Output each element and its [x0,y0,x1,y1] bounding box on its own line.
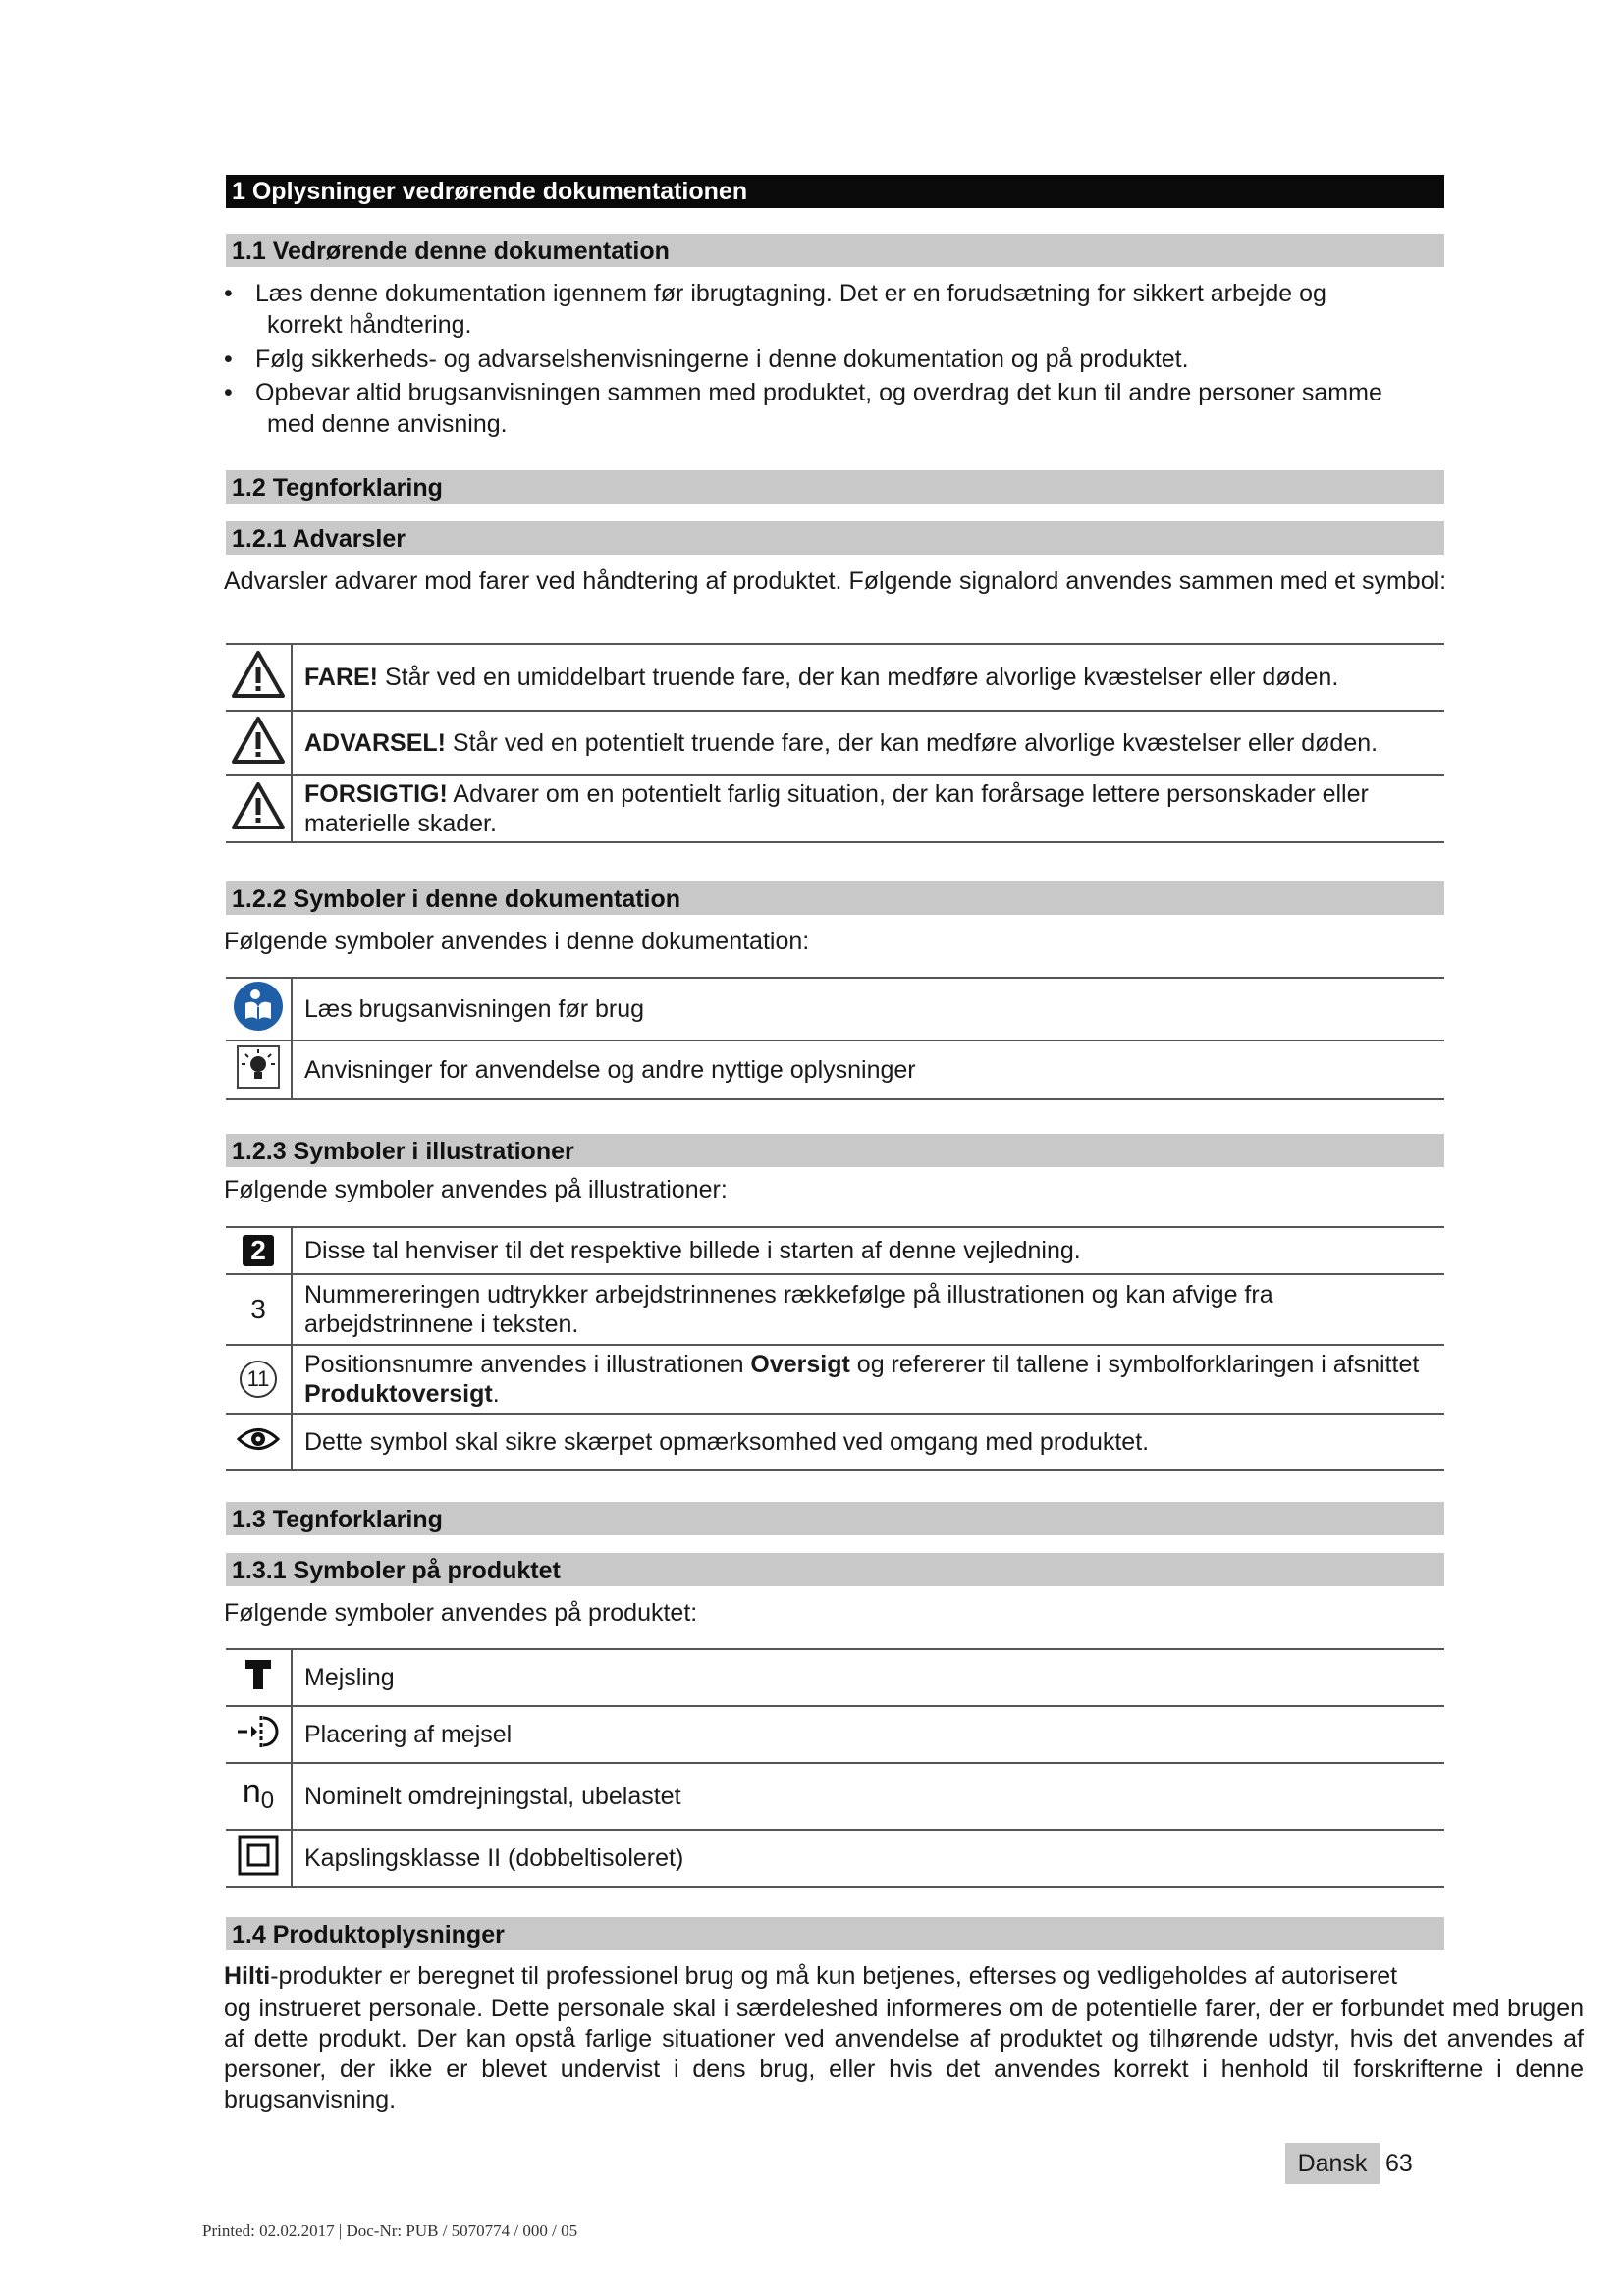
warning-triangle-icon [226,711,292,775]
warning-text: ADVARSEL! Står ved en potentielt truende fare, der kan medføre alvorlige kvæstelser eller døden. [292,711,1444,775]
symbol-description: Læs brugsanvisningen før brug [292,978,1444,1041]
bullet-item: • Følg sikkerheds- og advarselshenvisningerne i denne dokumentation og på produktet. [224,346,1189,373]
chisel-position-icon [226,1706,292,1763]
warnings-intro: Advarsler advarer mod farer ved håndtering af produktet. Følgende signalord anvendes sammen med et symbol: [224,567,1447,595]
table-row [226,1041,1444,1099]
bullet-item: • Opbevar altid brugsanvisningen sammen med produktet, og overdrag det kun til andre personer samme med denne anvisning. [224,379,1382,438]
symbol-description: Placering af mejsel [292,1706,1444,1763]
section-heading-1-2-3: 1.2.3 Symboler i illustrationer [226,1134,1444,1167]
bullet-icon: • [224,280,233,307]
symbol-description: Nummereringen udtrykker arbejdstrinnenes rækkefølge på illustrationen og kan afvige fra arbejdstrinnene i teksten. [292,1274,1444,1345]
table-row [226,1763,1444,1830]
section-heading-1-3: 1.3 Tegnforklaring [226,1502,1444,1535]
language-label: Dansk [1285,2143,1380,2184]
figure-number-icon: 2 [226,1227,292,1274]
symbol-description: Nominelt omdrejningstal, ubelastet [292,1763,1444,1830]
product-symbols-table [226,1648,1444,1888]
warning-text: FORSIGTIG! Advarer om en potentielt farlig situation, der kan forårsage lettere personskader eller materielle skader. [292,775,1444,842]
warnings-table [226,643,1444,843]
section-heading-1-3-1: 1.3.1 Symboler på produktet [226,1553,1444,1586]
table-row [226,1649,1444,1706]
product-info-line1: Hilti-produkter er beregnet til professionel brug og må kun betjenes, efterses og vedligeholdes af autoriseret [224,1962,1398,1990]
symbol-description: Positionsnumre anvendes i illustrationen Oversigt og refererer til tallene i symbolforklaringen i afsnittet Produktoversigt. [292,1345,1444,1414]
table-row [226,1706,1444,1763]
read-manual-icon [226,978,292,1041]
section-heading-1-1: 1.1 Vedrørende denne dokumentation [226,234,1444,267]
table-row [226,644,1444,711]
protection-class-ii-icon [226,1830,292,1887]
table-row [226,1227,1444,1274]
warning-triangle-icon [226,644,292,711]
symbol-description: Mejsling [292,1649,1444,1706]
step-number-icon: 3 [226,1274,292,1345]
doc-symbols-intro: Følgende symboler anvendes i denne dokumentation: [224,928,810,955]
chiseling-icon [226,1649,292,1706]
section-heading-1-2-1: 1.2.1 Advarsler [226,521,1444,555]
symbol-description: Anvisninger for anvendelse og andre nyttige oplysninger [292,1041,1444,1099]
symbol-description: Dette symbol skal sikre skærpet opmærksomhed ved omgang med produktet. [292,1414,1444,1470]
bullet-icon: • [224,346,233,373]
section-heading-1-4: 1.4 Produktoplysninger [226,1917,1444,1950]
position-number-icon: 11 [226,1345,292,1414]
product-info-text: og instrueret personale. Dette personale skal i særdeleshed informeres om de potentielle farer, der er forbundet med brugen af dette produkt. Der kan opstå farlige situationer ved anvendelse af produktet og tilhørende udstyr, hvis det anvendes af personer, der ikke er blevet undervist i dens brug, eller hvis det anvendes korrekt i henhold til forskrifterne i denne brugsanvisning. [224,1995,1584,2113]
eye-icon [226,1414,292,1470]
illustration-symbols-table [226,1226,1444,1471]
section-heading-1-2-2: 1.2.2 Symboler i denne dokumentation [226,881,1444,915]
bullet-icon: • [224,379,233,406]
section-heading-1-2: 1.2 Tegnforklaring [226,470,1444,504]
table-row [226,1274,1444,1345]
symbol-description: Disse tal henviser til det respektive billede i starten af denne vejledning. [292,1227,1444,1274]
doc-symbols-table [226,977,1444,1100]
product-symbols-intro: Følgende symboler anvendes på produktet: [224,1599,698,1627]
table-row [226,775,1444,842]
symbol-description: Kapslingsklasse II (dobbeltisoleret) [292,1830,1444,1887]
table-row [226,1345,1444,1414]
no-load-speed-icon: $n_0$ [226,1763,292,1830]
table-row [226,978,1444,1041]
print-info: Printed: 02.02.2017 | Doc-Nr: PUB / 5070774 / 000 / 05 [202,2221,578,2240]
table-row [226,1414,1444,1470]
section-heading-1: 1 Oplysninger vedrørende dokumentationen [226,175,1444,208]
table-row [226,1830,1444,1887]
table-row [226,711,1444,775]
page-number: 63 [1385,2150,1413,2177]
illustration-symbols-intro: Følgende symboler anvendes på illustrationer: [224,1176,728,1203]
warning-text: FARE! Står ved en umiddelbart truende fare, der kan medføre alvorlige kvæstelser eller døden. [292,644,1444,711]
bullet-item: • Læs denne dokumentation igennem før ibrugtagning. Det er en forudsætning for sikkert arbejde og korrekt håndtering. [224,280,1326,339]
info-lightbulb-icon [226,1041,292,1099]
warning-triangle-icon [226,775,292,842]
